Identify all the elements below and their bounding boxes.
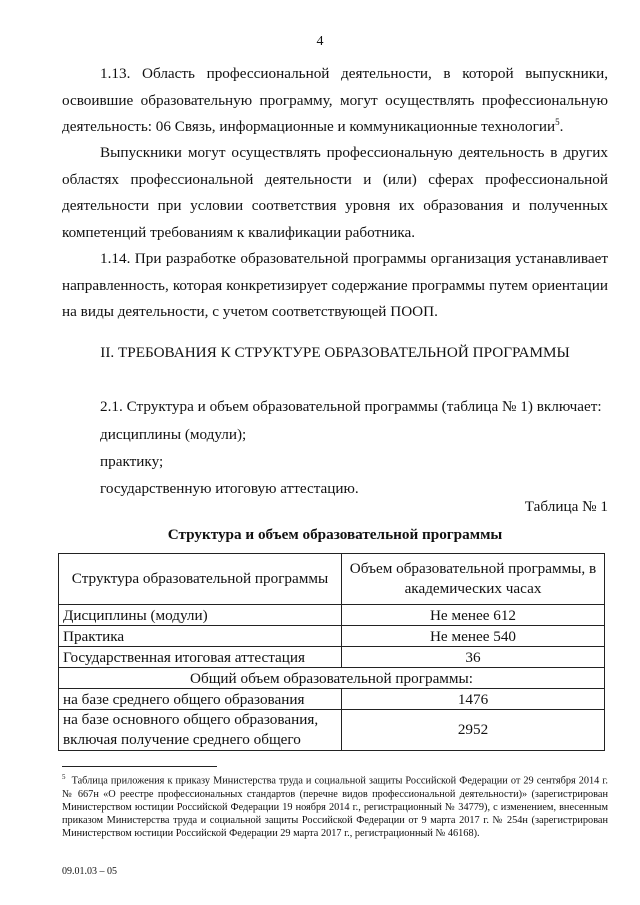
table-number: Таблица № 1 [524, 498, 608, 515]
paragraph-1-13: 1.13. Область профессиональной деятельности, в которой выпускники, освоившие образовательную программу, могут осуществлять профессиональную деятельность: 06 Связь, информационные и коммуникационные технологии$^5$. [62, 65, 608, 135]
footnote-divider [62, 766, 217, 767]
structure-table [58, 553, 605, 751]
table-cell: Практика [59, 626, 342, 647]
table-cell: на базе основного общего образования, включая получение среднего общего [59, 710, 342, 751]
paragraph-1-14: 1.14. При разработке образовательной программы организация устанавливает направленность, которая конкретизирует содержание программы путем ориентации на виды деятельности, с учетом соответствующей ПООП. [62, 250, 608, 320]
document-code: 09.01.03 – 05 [62, 866, 117, 877]
table-cell: Дисциплины (модули) [59, 605, 342, 626]
footnote [62, 771, 608, 840]
table-header-row [59, 554, 605, 605]
list-intro: 2.1. Структура и объем образовательной программы (таблица № 1) включает: [100, 398, 602, 415]
table-cell: на базе среднего общего образования [59, 689, 342, 710]
list-item-disciplines: дисциплины (модули); [100, 426, 247, 443]
page-number: 4 [316, 34, 324, 49]
list-item-attestation: государственную итоговую аттестацию. [100, 480, 359, 497]
table-row [59, 689, 605, 710]
table-title: Структура и объем образовательной программы [167, 526, 503, 543]
table-cell: 36 [342, 647, 605, 668]
footnote-reference: 5 [555, 116, 560, 127]
table-row [59, 626, 605, 647]
table-row [59, 647, 605, 668]
table-cell: Не менее 612 [342, 605, 605, 626]
list-item-practice: практику; [100, 453, 164, 470]
footnote-number: 5 [62, 773, 66, 781]
section-heading: II. ТРЕБОВАНИЯ К СТРУКТУРЕ ОБРАЗОВАТЕЛЬНОЙ ПРОГРАММЫ [100, 344, 570, 361]
paragraph-graduates: Выпускники могут осуществлять профессиональную деятельность в других областях профессиональной деятельности и (или) сферах профессиональной деятельности при условии соответствия уровня их образования и полученных компетенций требованиям к квалификации работника. [62, 144, 608, 241]
table-row [59, 710, 605, 751]
table-span-row [59, 668, 605, 689]
table-span-cell: Общий объем образовательной программы: [59, 668, 605, 689]
table-header-cell: Объем образовательной программы, в академических часах [342, 554, 605, 605]
table-cell: Государственная итоговая аттестация [59, 647, 342, 668]
table-header-cell: Структура образовательной программы [59, 554, 342, 605]
footnote-text: Таблица приложения к приказу Министерства труда и социальной защиты Российской Федерации от 29 сентября 2014 г. № 667н «О реестре профессиональных стандартов (перечне видов профессиональной деятельности)» (зарегистрирован Министерством юстиции Российской Федерации 19 ноября 2014 г., регистрационный № 34779), с изменением, внесенным приказом Министерства труда и социальной защиты Российской Федерации от 9 марта 2017 г. № 254н (зарегистрирован Министерством юстиции Российской Федерации 29 марта 2017 г., регистрационный № 46168). [62, 775, 608, 840]
table-cell: Не менее 540 [342, 626, 605, 647]
table-cell: 2952 [342, 710, 605, 751]
table-cell: 1476 [342, 689, 605, 710]
paragraph-1-13-text: 1.13. Область профессиональной деятельности, в которой выпускники, освоившие образовательную программу, могут осуществлять профессиональную деятельность: 06 Связь, информационные и коммуникационные технологии [62, 65, 608, 135]
table-row [59, 605, 605, 626]
